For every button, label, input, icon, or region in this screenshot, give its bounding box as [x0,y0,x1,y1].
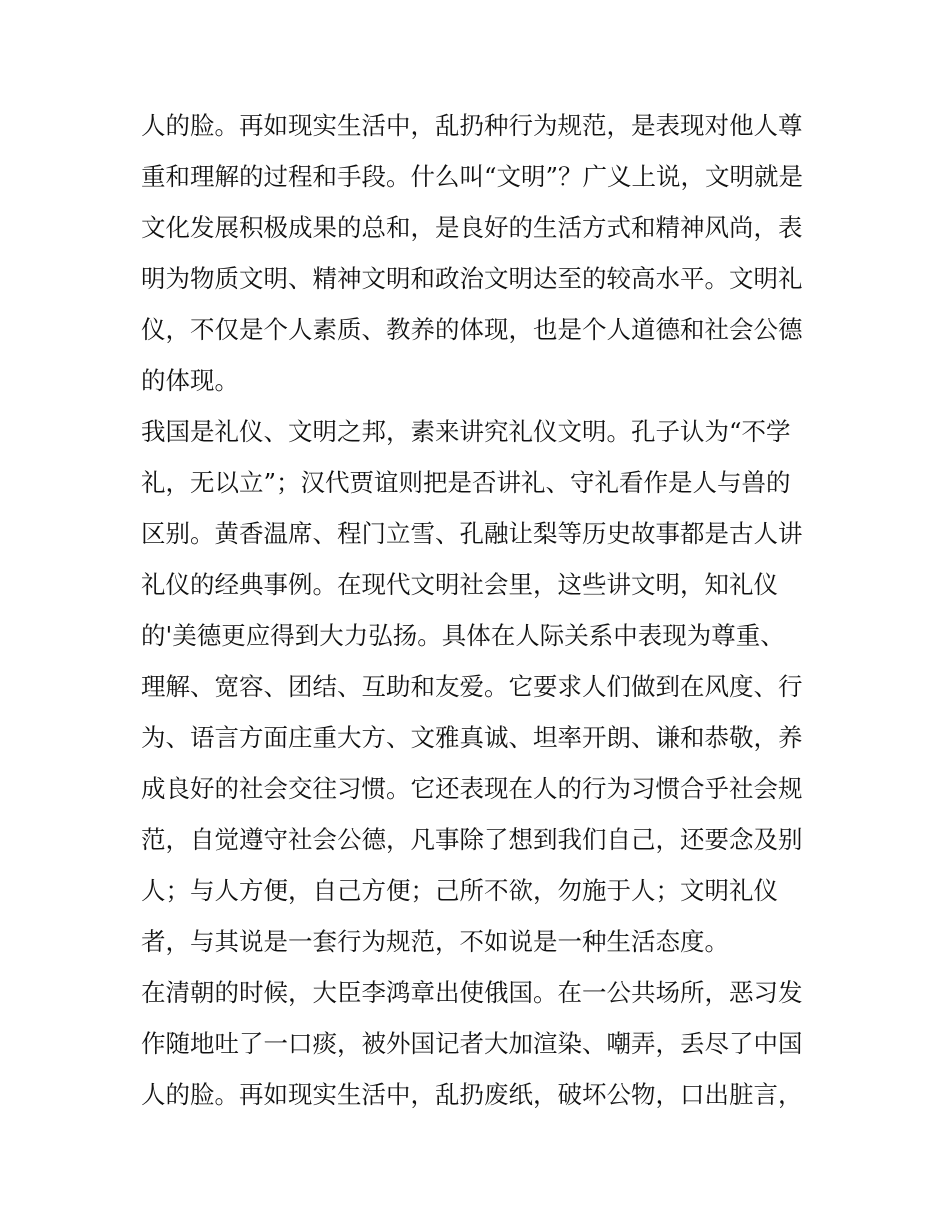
text-line: 文化发展积极成果的总和，是良好的生活方式和精神风尚，表 [141,213,803,242]
text-line: 礼仪的经典事例。在现代文明社会里，这些讲文明，知礼仪 [141,570,778,599]
text-line: 人；与人方便，自己方便；己所不欲，勿施于人；文明礼仪 [141,876,778,905]
text-line: 理解、宽容、团结、互助和友爱。它要求人们做到在风度、行 [141,672,803,701]
text-line: 重和理解的过程和手段。什么叫“文明”？广义上说，文明就是 [141,162,804,191]
text-line: 我国是礼仪、文明之邦，素来讲究礼仪文明。孔子认为“不学 [141,417,791,446]
text-line: 人的脸。再如现实生活中，乱扔种行为规范，是表现对他人尊 [141,111,803,140]
text-line: 区别。黄香温席、程门立雪、孔融让梨等历史故事都是古人讲 [141,519,803,548]
text-line: 的'美德更应得到大力弘扬。具体在人际关系中表现为尊重、 [141,621,785,650]
text-line: 为、语言方面庄重大方、文雅真诚、坦率开朗、谦和恭敬，养 [141,723,803,752]
text-line: 的体现。 [141,366,239,395]
text-line: 范，自觉遵守社会公德，凡事除了想到我们自己，还要念及别 [141,825,803,854]
text-line: 成良好的社会交往习惯。它还表现在人的行为习惯合乎社会规 [141,774,803,803]
text-line: 礼，无以立”；汉代贾谊则把是否讲礼、守礼看作是人与兽的 [141,468,791,497]
text-line: 在清朝的时候，大臣李鸿章出使俄国。在一公共场所，恶习发 [141,978,803,1007]
text-line: 仪，不仅是个人素质、教养的体现，也是个人道德和社会公德 [141,315,803,344]
text-line: 明为物质文明、精神文明和政治文明达至的较高水平。文明礼 [141,264,803,293]
body-text [141,100,821,1120]
text-line: 者，与其说是一套行为规范，不如说是一种生活态度。 [141,927,729,956]
text-line: 作随地吐了一口痰，被外国记者大加渲染、嘲弄，丢尽了中国 [141,1029,803,1058]
text-line: 人的脸。再如现实生活中，乱扔废纸，破坏公物，口出脏言， [141,1080,803,1109]
